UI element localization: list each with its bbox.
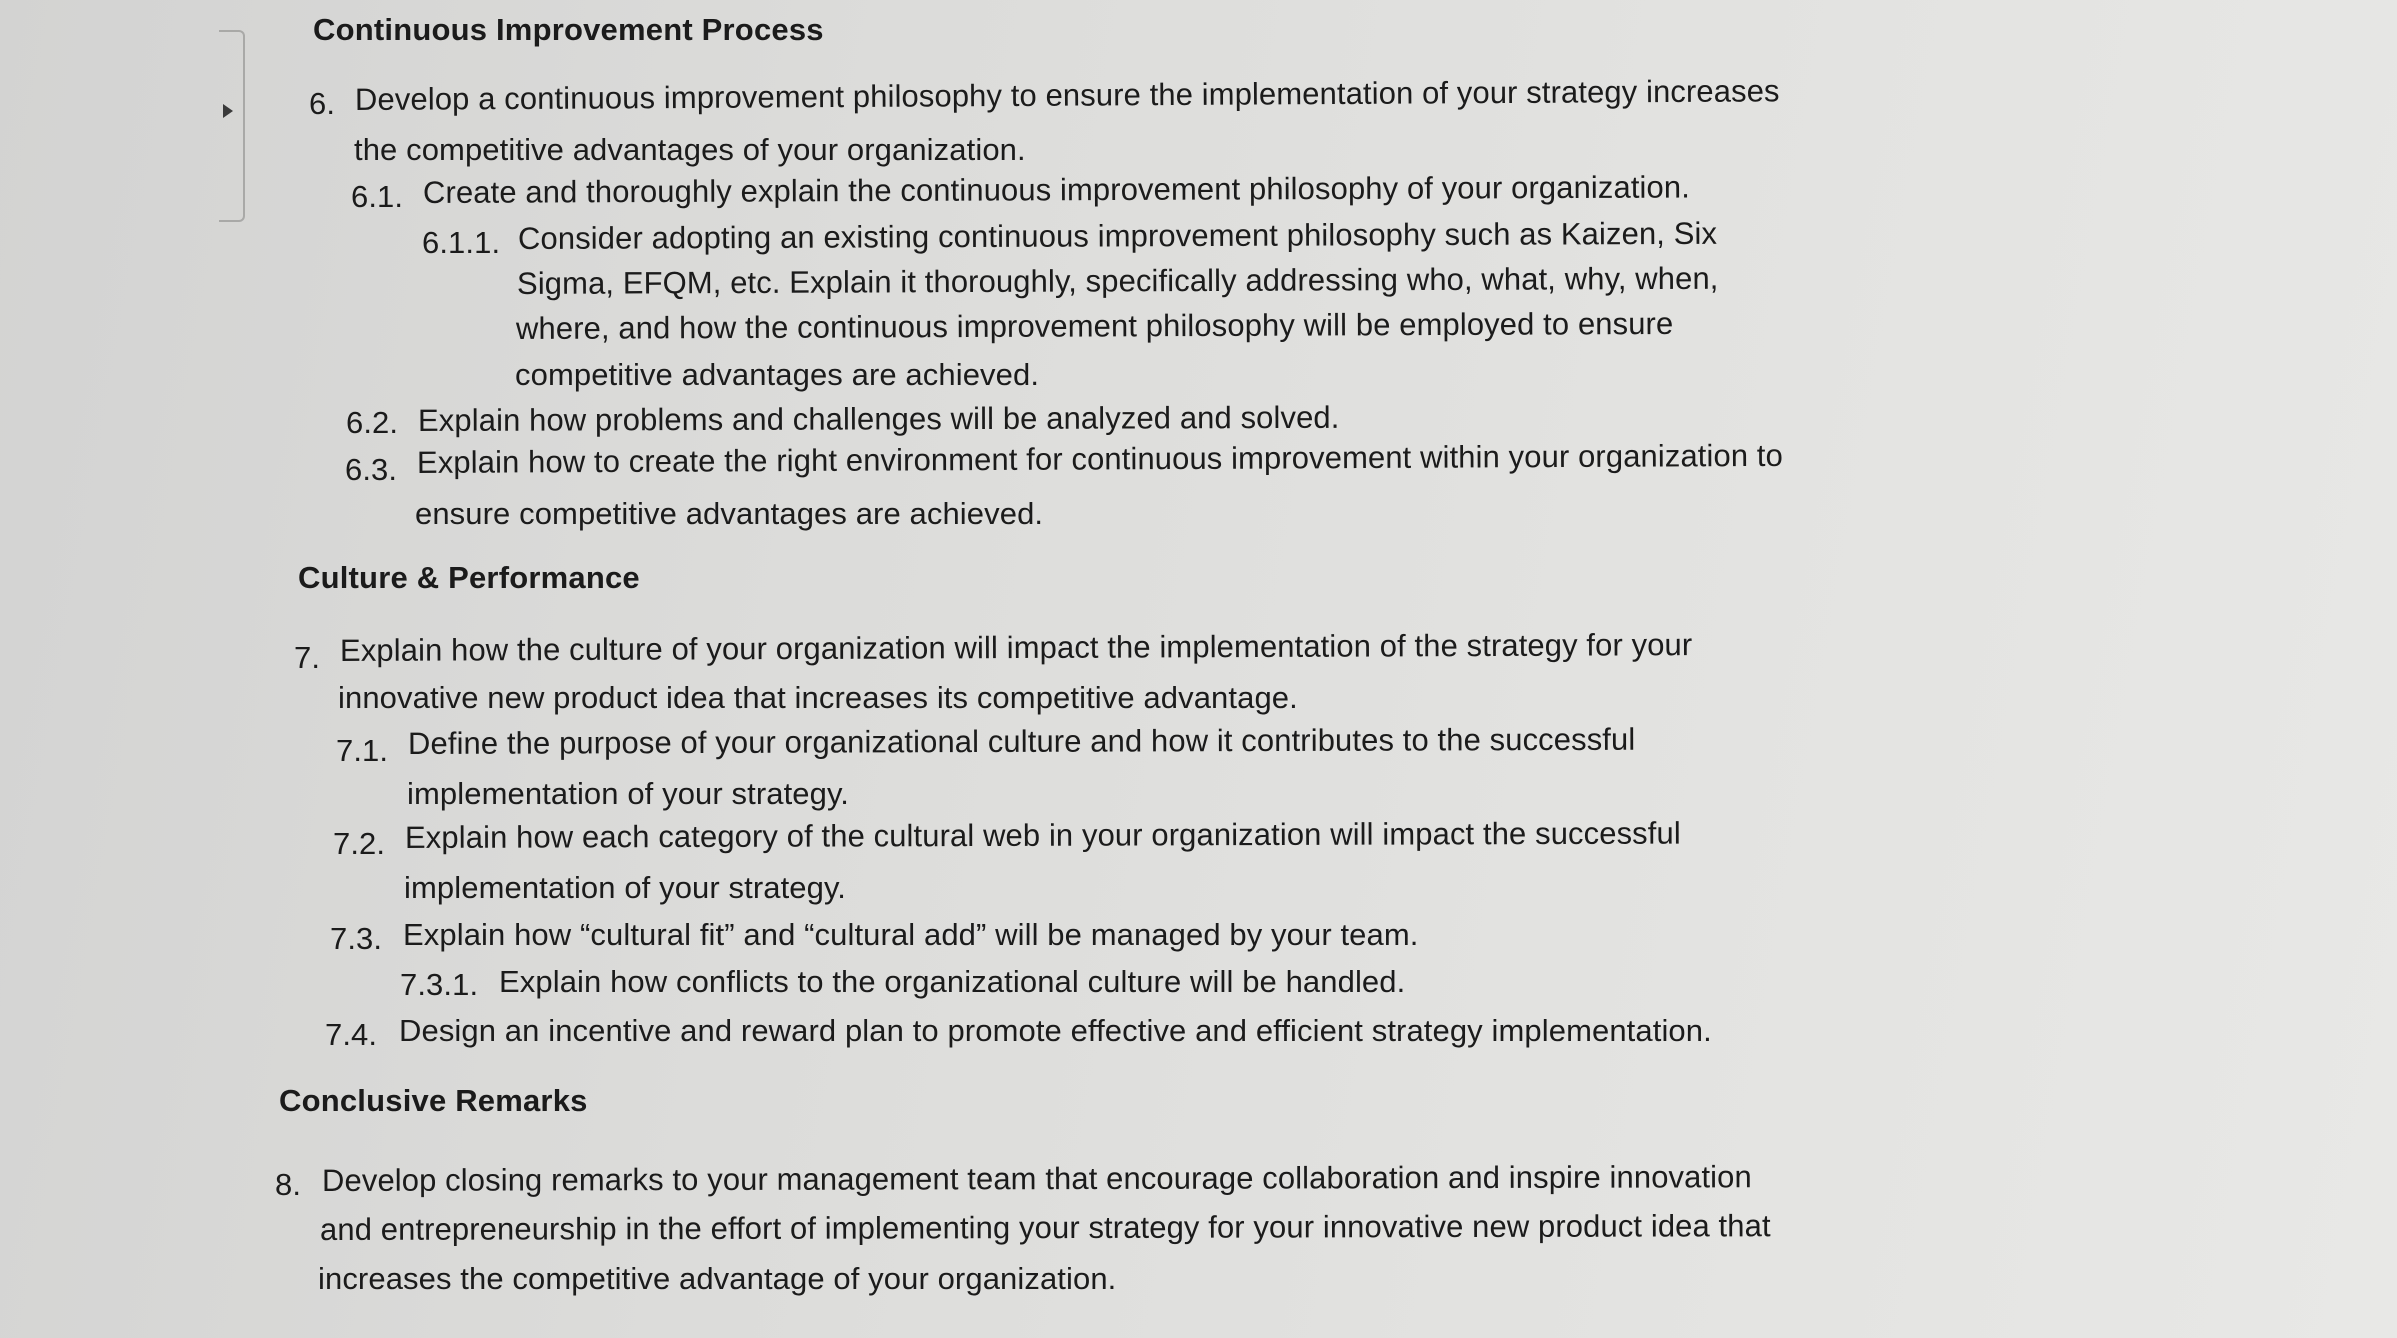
list-item-6: [309, 86, 335, 122]
list-item-text: Explain how conflicts to the organizational culture will be handled.: [499, 964, 1406, 999]
item-number: 7.3.1.: [400, 967, 479, 1002]
list-item-6-2: [346, 405, 398, 441]
list-item-text: implementation of your strategy.: [407, 776, 849, 811]
list-item-text: Explain how “cultural fit” and “cultural add” will be managed by your team.: [403, 917, 1419, 952]
margin-bracket: [219, 30, 245, 222]
list-item-text: Develop closing remarks to your management team that encourage collaboration and inspire innovation: [321, 1159, 1752, 1198]
item-number: 7.1.: [336, 733, 389, 768]
item-number: 8.: [275, 1167, 302, 1202]
list-item-text: Sigma, EFQM, etc. Explain it thoroughly, specifically addressing who, what, why, when,: [516, 260, 1719, 301]
list-item-text: Explain how the culture of your organization will impact the implementation of the strategy for your: [339, 627, 1693, 668]
list-item-text: the competitive advantages of your organization.: [354, 132, 1026, 167]
list-item-text: Develop a continuous improvement philosophy to ensure the implementation of your strategy increases: [354, 73, 1780, 117]
list-item-6-1-1: [422, 225, 500, 261]
collapse-arrow-icon[interactable]: [223, 104, 233, 118]
item-number: 6.: [309, 86, 336, 121]
list-item-text: Explain how to create the right environment for continuous improvement within your organization to: [416, 437, 1783, 480]
item-number: 7.4.: [325, 1017, 378, 1052]
section-heading-conclusive-remarks: Conclusive Remarks: [279, 1083, 588, 1118]
list-item-text: Explain how problems and challenges will be analyzed and solved.: [417, 399, 1340, 438]
list-item-text: where, and how the continuous improvement philosophy will be employed to ensure: [515, 305, 1674, 346]
list-item-7-3: [330, 921, 382, 957]
list-item-text: ensure competitive advantages are achieved.: [415, 496, 1044, 531]
list-item-text: increases the competitive advantage of your organization.: [318, 1261, 1117, 1296]
item-number: 7.2.: [333, 826, 386, 861]
list-item-text: Design an incentive and reward plan to promote effective and efficient strategy implementation.: [399, 1013, 1712, 1048]
list-item-7-1: [336, 733, 388, 769]
item-number: 6.2.: [346, 405, 399, 440]
list-item-8: [275, 1167, 301, 1203]
list-item-text: Define the purpose of your organizational culture and how it contributes to the successful: [407, 721, 1636, 761]
list-item-6-3: [345, 452, 397, 488]
list-item-6-1: [351, 179, 403, 215]
list-item-text: competitive advantages are achieved.: [515, 357, 1040, 392]
list-item-text: innovative new product idea that increases its competitive advantage.: [338, 680, 1298, 715]
item-number: 7.: [294, 640, 321, 675]
list-item-text: implementation of your strategy.: [404, 870, 846, 905]
section-heading-culture-performance: Culture & Performance: [298, 560, 640, 595]
list-item-7: [294, 640, 320, 676]
item-number: 7.3.: [330, 921, 383, 956]
list-item-text: Consider adopting an existing continuous improvement philosophy such as Kaizen, Six: [517, 215, 1718, 256]
list-item-7-3-1: [400, 967, 478, 1003]
list-item-text: Create and thoroughly explain the continuous improvement philosophy of your organization.: [422, 169, 1690, 210]
item-number: 6.3.: [345, 452, 398, 487]
section-heading-continuous-improvement: Continuous Improvement Process: [313, 12, 824, 47]
list-item-text: and entrepreneurship in the effort of implementing your strategy for your innovative new product idea that: [319, 1208, 1771, 1247]
item-number: 6.1.: [351, 179, 404, 214]
list-item-7-4: [325, 1017, 377, 1053]
list-item-7-2: [333, 826, 385, 862]
list-item-text: Explain how each category of the cultural web in your organization will impact the successful: [404, 815, 1681, 855]
item-number: 6.1.1.: [422, 225, 501, 260]
